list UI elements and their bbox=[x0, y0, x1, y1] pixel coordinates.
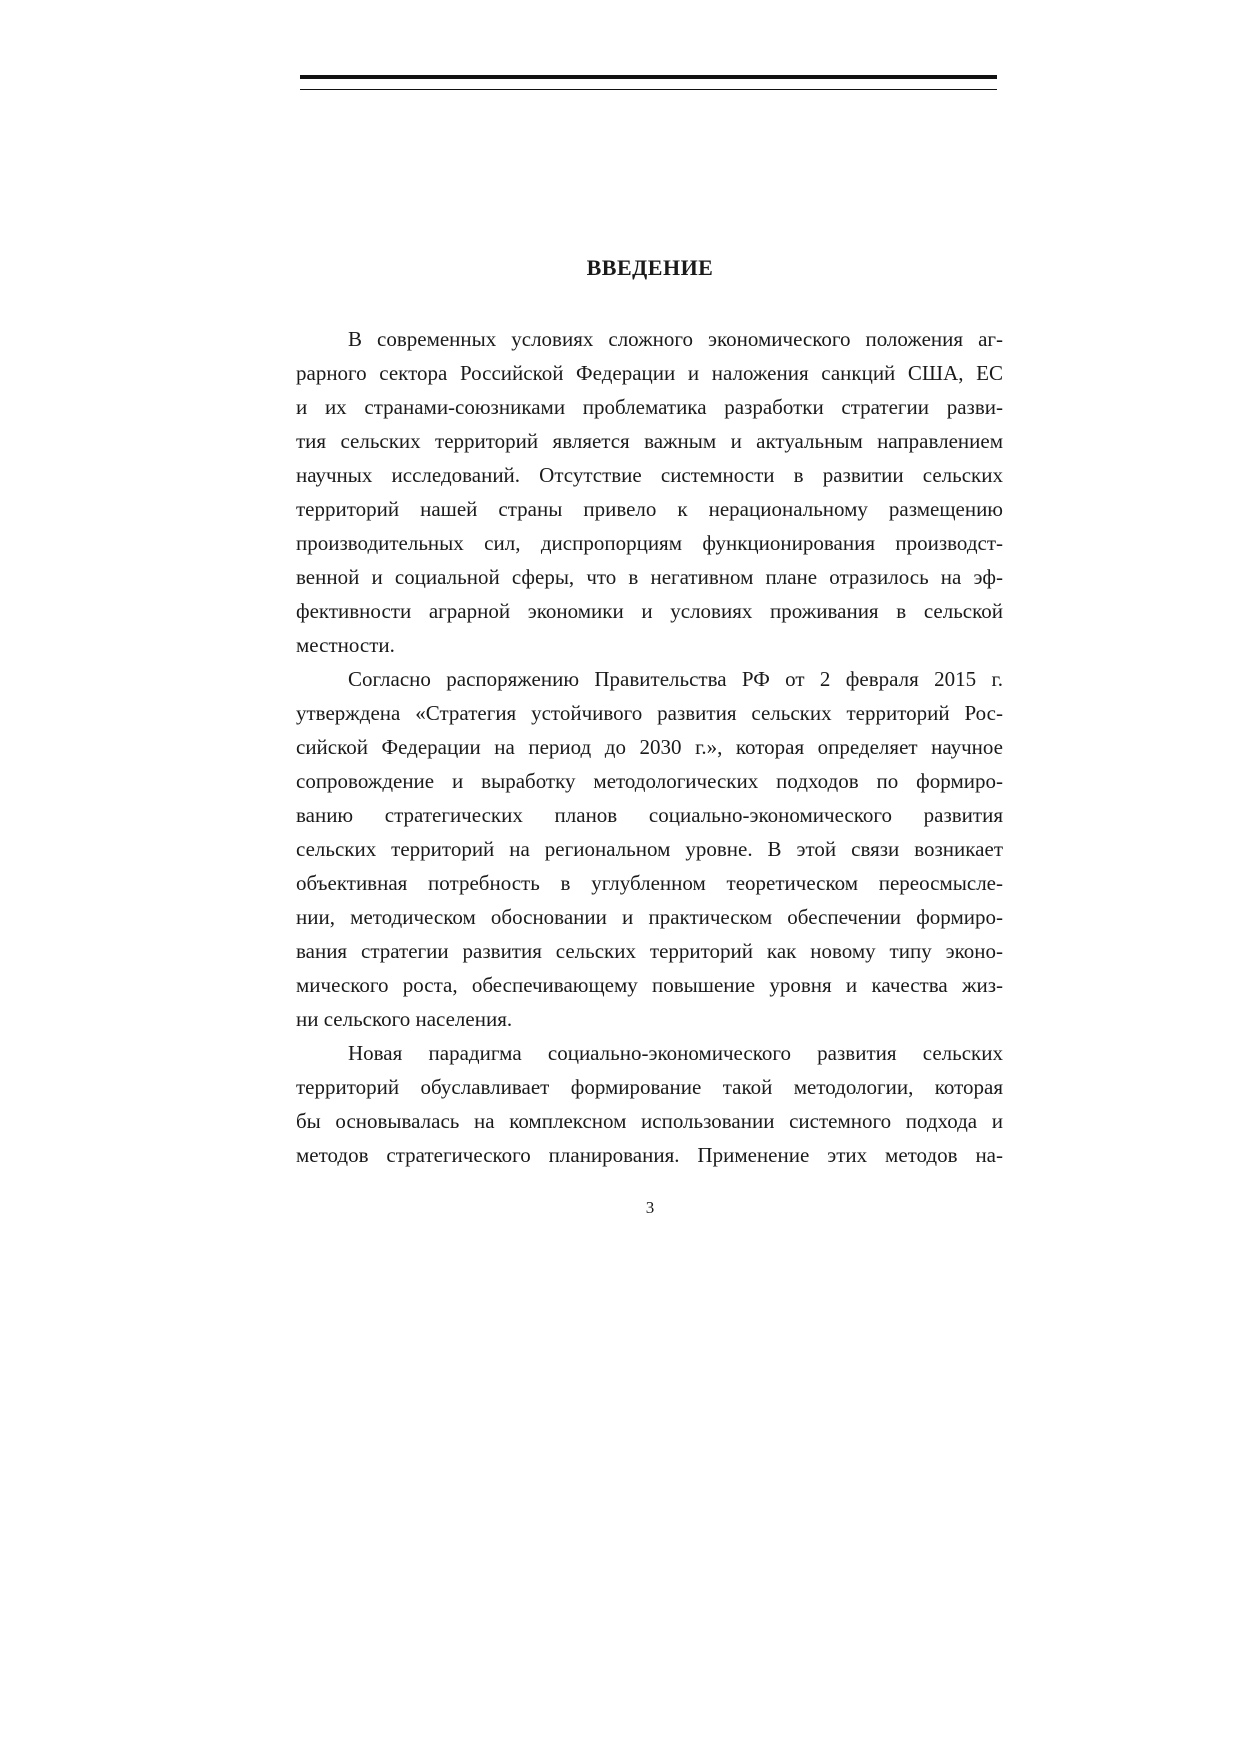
text-line: тия сельских территорий является важным и актуальным направлением bbox=[296, 429, 1003, 453]
text-line: сопровождение и выработку методологических подходов по формиро- bbox=[296, 769, 1003, 793]
text-line: и их странами-союзниками проблематика разработки стратегии разви- bbox=[296, 395, 1003, 419]
text-line: мического роста, обеспечивающему повышение уровня и качества жиз- bbox=[296, 973, 1003, 997]
paragraph-1 bbox=[296, 322, 1003, 662]
text-line: фективности аграрной экономики и условиях проживания в сельской bbox=[296, 599, 1003, 623]
text-line: венной и социальной сферы, что в негативном плане отразилось на эф- bbox=[296, 565, 1003, 589]
text-line: ни сельского населения. bbox=[296, 1007, 513, 1031]
text-line: производительных сил, диспропорциям функционирования производст- bbox=[296, 531, 1003, 555]
text-line: Новая парадигма социально-экономического развития сельских bbox=[348, 1041, 1003, 1065]
paragraph-3 bbox=[296, 1036, 1003, 1172]
text-line: сийской Федерации на период до 2030 г.», которая определяет научное bbox=[296, 735, 1003, 759]
page-number: 3 bbox=[645, 1198, 655, 1217]
text-line: методов стратегического планирования. Применение этих методов на- bbox=[296, 1143, 1003, 1167]
text-line: вания стратегии развития сельских территорий как новому типу эконо- bbox=[296, 939, 1003, 963]
header-rule-thin bbox=[300, 89, 997, 90]
text-line: ванию стратегических планов социально-экономического развития bbox=[296, 803, 1003, 827]
text-line: сельских территорий на региональном уровне. В этой связи возникает bbox=[296, 837, 1003, 861]
text-line: территорий обуславливает формирование такой методологии, которая bbox=[296, 1075, 1003, 1099]
text-line: научных исследований. Отсутствие системности в развитии сельских bbox=[296, 463, 1003, 487]
text-line: местности. bbox=[296, 633, 395, 657]
text-line: бы основывалась на комплексном использовании системного подхода и bbox=[296, 1109, 1003, 1133]
text-line: объективная потребность в углубленном теоретическом переосмысле- bbox=[296, 871, 1003, 895]
body-text bbox=[296, 322, 1003, 1172]
text-line: утверждена «Стратегия устойчивого развития сельских территорий Рос- bbox=[296, 701, 1003, 725]
text-line: рарного сектора Российской Федерации и наложения санкций США, ЕС bbox=[296, 361, 1003, 385]
page-title: ВВЕДЕНИЕ bbox=[586, 255, 714, 280]
text-line: В современных условиях сложного экономического положения аг- bbox=[348, 327, 1003, 351]
text-line: нии, методическом обосновании и практическом обеспечении формиро- bbox=[296, 905, 1003, 929]
header-rule-thick bbox=[300, 75, 997, 79]
paragraph-2 bbox=[296, 662, 1003, 1036]
text-line: Согласно распоряжению Правительства РФ от 2 февраля 2015 г. bbox=[348, 667, 1003, 691]
text-line: территорий нашей страны привело к нерациональному размещению bbox=[296, 497, 1003, 521]
